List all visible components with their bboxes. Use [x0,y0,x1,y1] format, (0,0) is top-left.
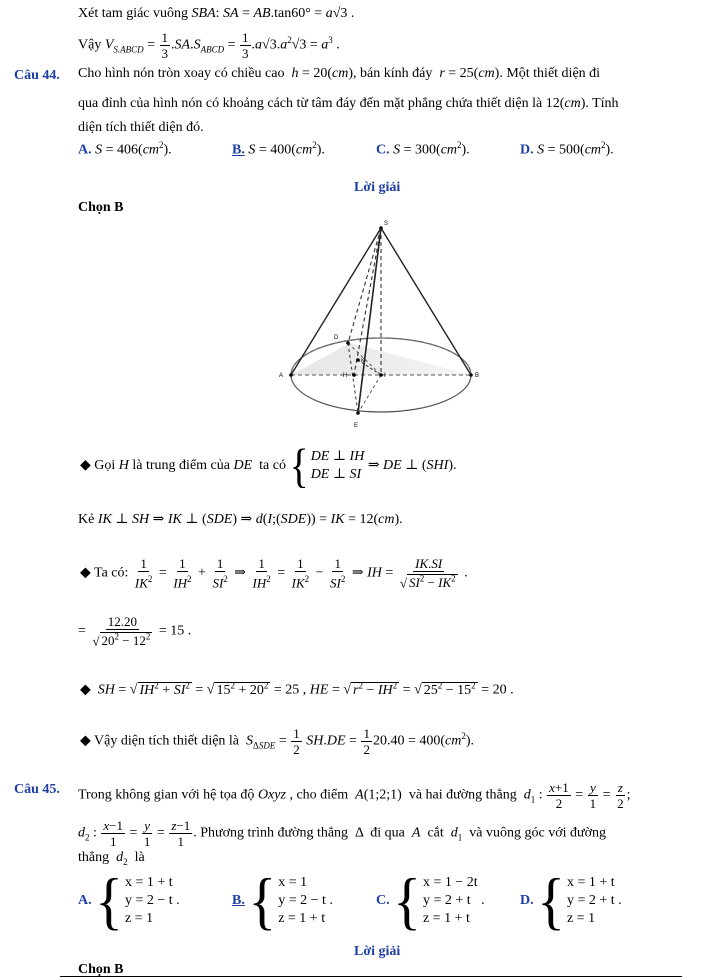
label-i: I [384,373,386,379]
q45-label: Câu 45. [14,782,60,797]
q45-option-b[interactable]: B. { x = 1 y = 2 − t z = 1 + t . [232,864,333,937]
q45-b-line-1: x = 1 [278,875,308,890]
q45-solution-title: Lời giải [354,944,401,959]
q44-text-3: diện tích thiết diện đó. [78,120,204,135]
top-line-1-text: Xét tam giác vuông SBA: SA = AB.tan60° = a√3 . [78,6,355,21]
q44-step-3: ◆ Ta có: $\frac{1}{IK^2}$ = $\frac{1}{IH^2}$ + $\frac{1}{SI^2}$ ⇒ $\frac{1}{IH^2}$ = $\frac{1}{IK^2}$ − $\frac{1}{SI^2}$ ⇒ IH = $\frac{IK.SI}{√ SI^2 - IK^2}$ . [80,556,468,591]
q45-option-a[interactable]: A. { x = 1 + t y = 2 − t z = 1 . [78,864,180,937]
label-d: D [334,335,339,341]
q44-text-1: Cho hình nón tròn xoay có chiều cao h = 20(cm), bán kính đáy r = 25(cm). Một thiết diện đi [78,66,601,81]
q44-step-5: ◆ SH = √ $IH^2 + SI^2$ = √ $15^2 + 20^2 = 25$ , HE = √ $r^2 - IH^2$ = √ $25^2 - 15^2 = 20$ . [80,680,514,698]
label-h: H [343,373,348,379]
label-b: B [475,373,480,379]
q45-a-line-2: y = 2 − t [124,893,173,908]
q45-text-1: Trong không gian với hệ tọa độ Oxyz , cho điểm A(1;2;1) và hai đường thẳng $d_1$ : $\frac{x+1}{2}$ = $\frac{y}{1}$ = $\frac{z}{2}$ ; [78,780,631,811]
top-line-2: Vậy $V_{S.ABCD}$ = $\frac{1}{3}$ $.SA.S_{ABCD}$ = $\frac{1}{3}$ $.a√3.a^2√3 = a^3$ . [78,30,340,61]
q45-d-line-1: x = 1 + t [566,875,615,890]
q44-label: Câu 44. [14,68,60,83]
q44-step-1: ◆ Gọi H là trung điểm của DE ta có { DE ⊥ IH DE ⊥ SI ⇒ DE ⊥ (SHI). [80,438,457,493]
cone-side-right [381,228,471,375]
q45-text-3: thẳng $d_2$ là [78,850,145,867]
q44-step-2: Kẻ IK ⊥ SH ⇒ IK ⊥ (SDE) ⇒ d(I;(SDE)) = IK = 12(cm). [78,512,403,527]
q45-b-line-2: y = 2 − t [278,893,326,908]
q44-step-4: = $\frac{12.20}{√ 20^2 - 12^2}$ = 15 . [78,614,192,649]
q45-option-d[interactable]: D. { x = 1 + t y = 2 + t z = 1 . [520,864,622,937]
q45-a-line-1: x = 1 + t [124,875,173,890]
page-bottom-rule [60,976,682,977]
label-a: A [279,373,284,379]
q45-d-line-3: z = 1 [566,911,596,926]
q44-option-b[interactable]: B. $S = 400(cm^2)$. [232,140,325,158]
q44-text-2: qua đỉnh của hình nón có khoảng cách từ tâm đáy đến mặt phẳng chứa thiết diện là 12(cm). Tính [78,96,619,111]
label-k: K [361,358,365,364]
q44-step-6: ◆ Vậy diện tích thiết diện là $S_{\Delta SDE}$ = $\frac{1}{2}$ SH.DE = $\frac{1}{2}$ $20.40 = 400(cm^2)$. [80,726,474,757]
q44-answer: Chọn B [78,200,124,215]
q45-b-line-3: z = 1 + t [278,911,326,926]
q45-a-line-3: z = 1 [124,911,154,926]
label-e: E [354,423,359,429]
q45-d-line-2: y = 2 + t [566,893,615,908]
segment-se [358,228,381,413]
top-line-1 [78,6,354,22]
q44-option-c[interactable]: C. $S = 300(cm^2)$. [376,140,470,158]
q45-answer: Chọn B [78,962,124,977]
cone-figure [270,215,500,430]
q44-solution-title: Lời giải [354,180,401,195]
q45-c-line-1: x = 1 − 2t [422,875,478,890]
q45-c-line-2: y = 2 + t [422,893,471,908]
q45-option-c[interactable]: C. { x = 1 − 2t y = 2 + t z = 1 + t . [376,864,485,937]
q45-text-2: $d_2$ : $\frac{x-1}{1}$ = $\frac{y}{1}$ = $\frac{z-1}{1}$ . Phương trình đường thẳng Δ đi qua A cắt $d_1$ và vuông góc với đường [78,818,606,849]
q45-c-line-3: z = 1 + t [422,911,470,926]
segment-sd [348,228,381,343]
label-s: S [384,221,389,227]
q44-option-a[interactable]: A. $S = 406(cm^2)$. [78,140,172,158]
q44-option-d[interactable]: D. $S = 500(cm^2)$. [520,140,614,158]
